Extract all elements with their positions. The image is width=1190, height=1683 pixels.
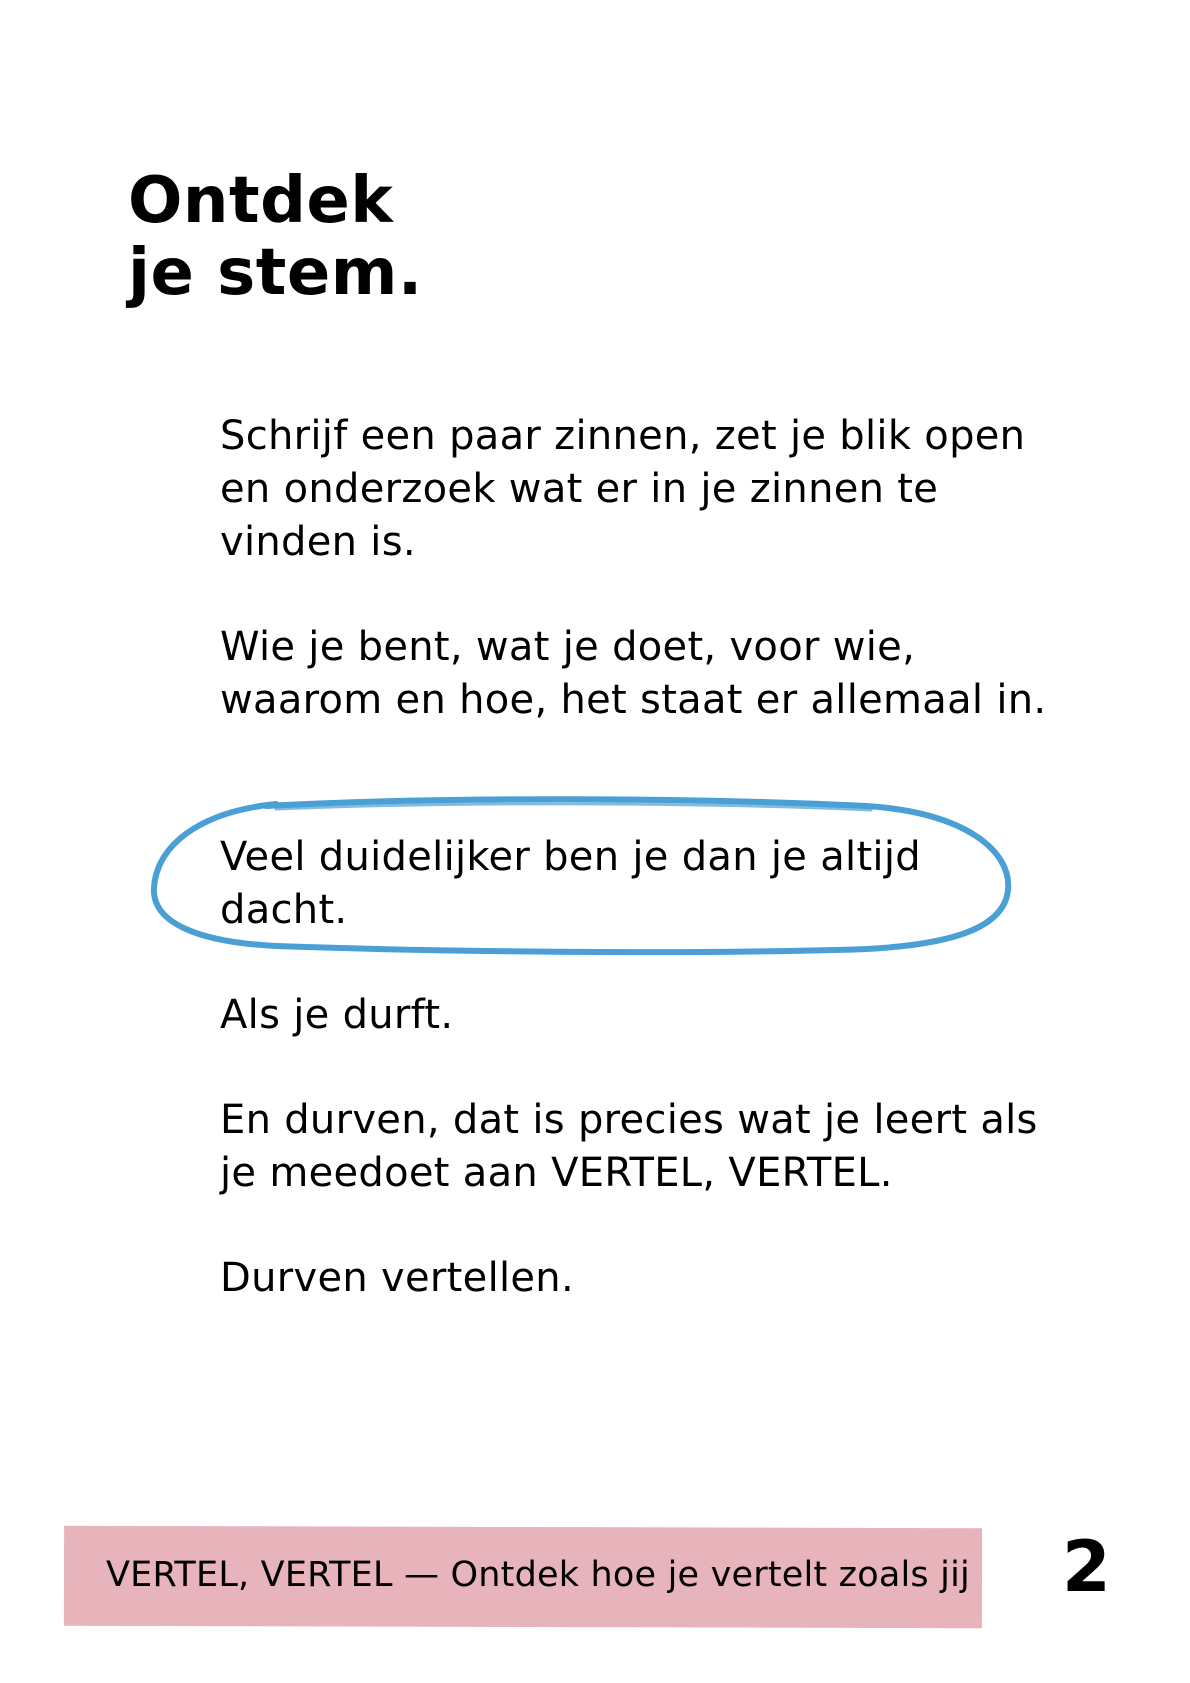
page-title-line-2: je stem. [128,236,423,310]
paragraph-dare-to-tell: Durven vertellen. [220,1255,574,1301]
paragraph-if-you-dare: Als je durft. [220,992,454,1038]
paragraph-who-you-are: Wie je bent, wat je doet, voor wie, waarom en hoe, het staat er allemaal in. [220,624,1047,723]
page-title-line-1: Ontdek [128,164,394,238]
page-number: 2 [1062,1526,1111,1608]
paragraph-daring: En durven, dat is precies wat je leert als je meedoet aan VERTEL, VERTEL. [220,1097,1038,1196]
footer-text: VERTEL, VERTEL — Ontdek hoe je vertelt zoals jij [106,1555,970,1595]
page-title [128,165,423,309]
paragraph-intro: Schrijf een paar zinnen, zet je blik open en onderzoek wat er in je zinnen te vinden is. [220,413,1026,565]
paragraph-highlighted: Veel duidelijker ben je dan je altijd dacht. [220,834,921,933]
